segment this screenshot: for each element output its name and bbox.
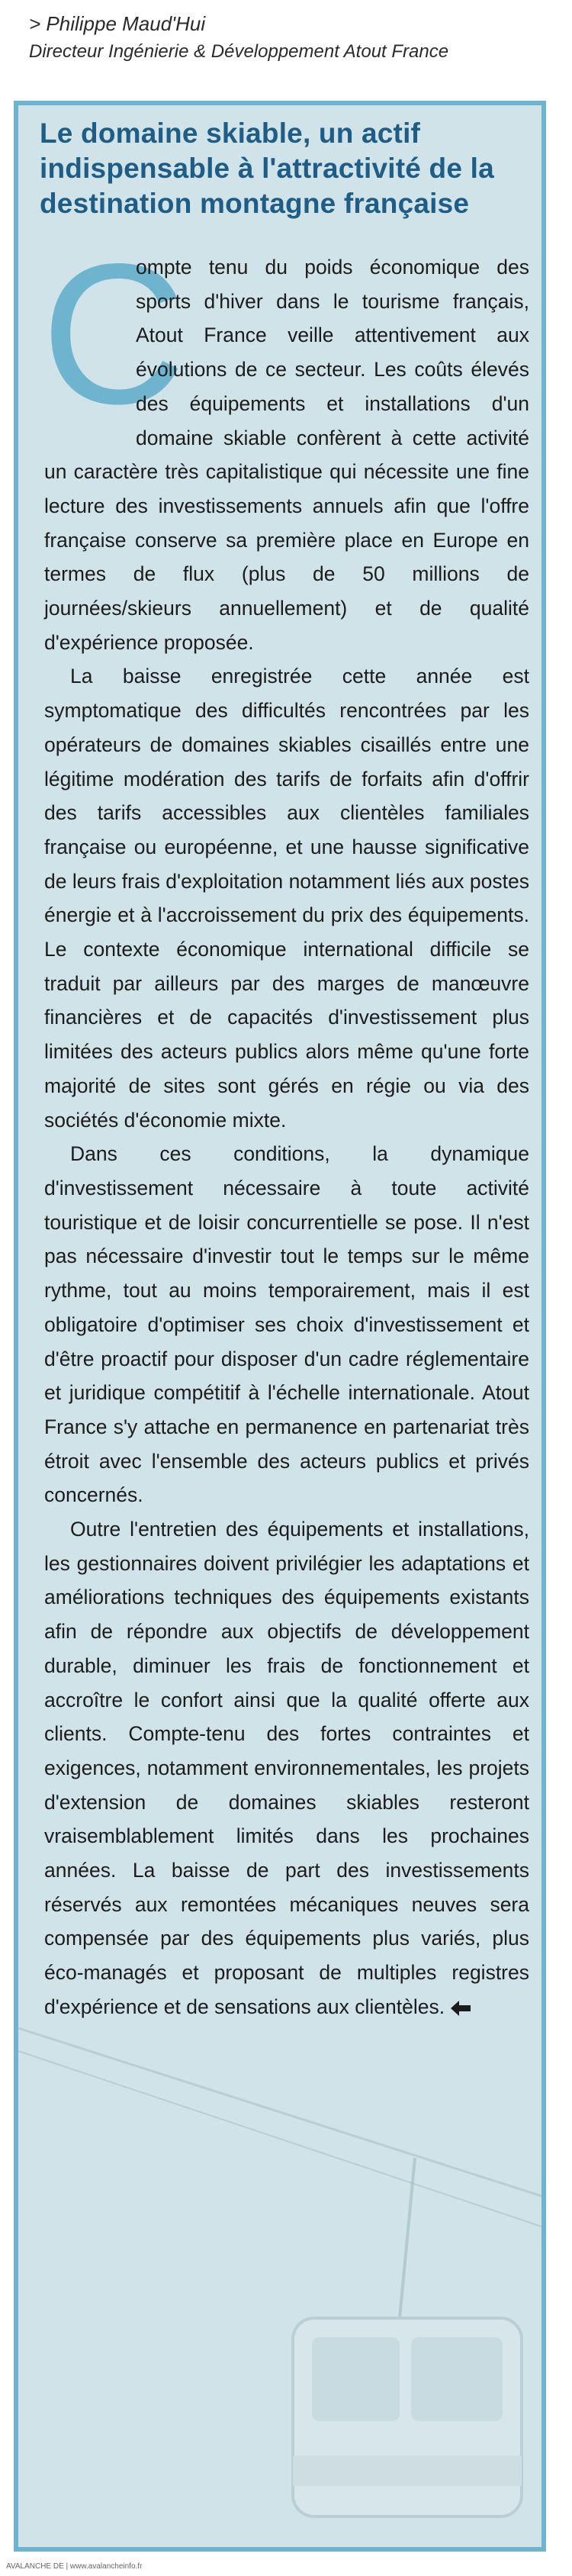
paragraph-4-text: Outre l'entretien des équipements et installations, les gestionnaires doivent privilégier les adaptations et améliorations techniques des équipements existants afin de répondre aux objectifs de développement durable, diminuer les frais de fonctionnement et accroître le confort ainsi que la qualité offerte aux clients. Compte-tenu des fortes contraintes et exigences, notamment environnementales, les projets d'extension de domaines skiables resteront vraisemblablement limités dans les prochaines années. La baisse de part des investissements réservés aux remontées mécaniques neuves sera compensée par des équipements plus variés, plus éco-managés et proposant de multiples registres d'expérience et de sensations aux clientèles. <box>44 1518 529 2018</box>
author-name: > Philippe Maud'Hui <box>29 12 206 35</box>
left-arrow-icon <box>451 2001 471 2016</box>
paragraph-2: La baisse enregistrée cette année est symptomatique des difficultés rencontrées par les opérateurs de domaines skiables cisaillés entre une légitime modération des tarifs de forfaits afin d'offrir des tarifs accessibles aux clientèles familiales française ou européenne, et une hausse significative de leurs frais d'exploitation notamment liés aux postes énergie et à l'accroissement du prix des équipements. Le contexte économique international difficile se traduit par ailleurs par des marges de manœuvre financières et de capacités d'investissement plus limitées des acteurs publics alors même qu'une forte majorité de sites sont gérés en régie ou via des sociétés d'économie mixte. <box>44 665 529 1132</box>
svg-text:C: C <box>41 222 186 446</box>
byline <box>29 9 548 66</box>
author-role: Directeur Ingénierie & Développement Atout France <box>29 41 449 62</box>
headline: Le domaine skiable, un actif indispensable à l'attractivité de la destination montagne française <box>40 118 494 219</box>
paragraph-4 <box>44 1512 529 2024</box>
paragraph-3: Dans ces conditions, la dynamique d'investissement nécessaire à toute activité touristique et de loisir concurrentielle se pose. Il n'est pas nécessaire d'investir tout le temps sur le même rythme, tout au moins temporairement, mais il est obligatoire d'optimiser ses choix d'investissement et d'être proactif pour disposer d'un cadre réglementaire et juridique compétitif à l'échelle internationale. Atout France s'y attache en permanence en partenariat très étroit avec l'ensemble des acteurs publics et privés concernés. <box>44 1142 529 1507</box>
paragraph-1: ompte tenu du poids économique des sports d'hiver dans le tourisme français, Atout France veille attentivement aux évolutions de ce secteur. Les coûts élevés des équipements et installations d'un domaine skiable confèrent à cette activité un caractère très capitalistique qui nécessite une fine lecture des investissements annuels afin que l'offre française conserve sa première place en Europe en termes de flux (plus de 50 millions de journées/skieurs annuellement) et de qualité d'expérience proposée. <box>44 256 529 654</box>
article-body <box>41 222 529 2024</box>
article-panel <box>14 101 546 2552</box>
footer-credit: AVALANCHE DE | www.avalancheinfo.fr <box>6 2562 143 2571</box>
gondola-cable-car-icon <box>18 1998 541 2547</box>
dropcap-letter <box>41 222 186 446</box>
